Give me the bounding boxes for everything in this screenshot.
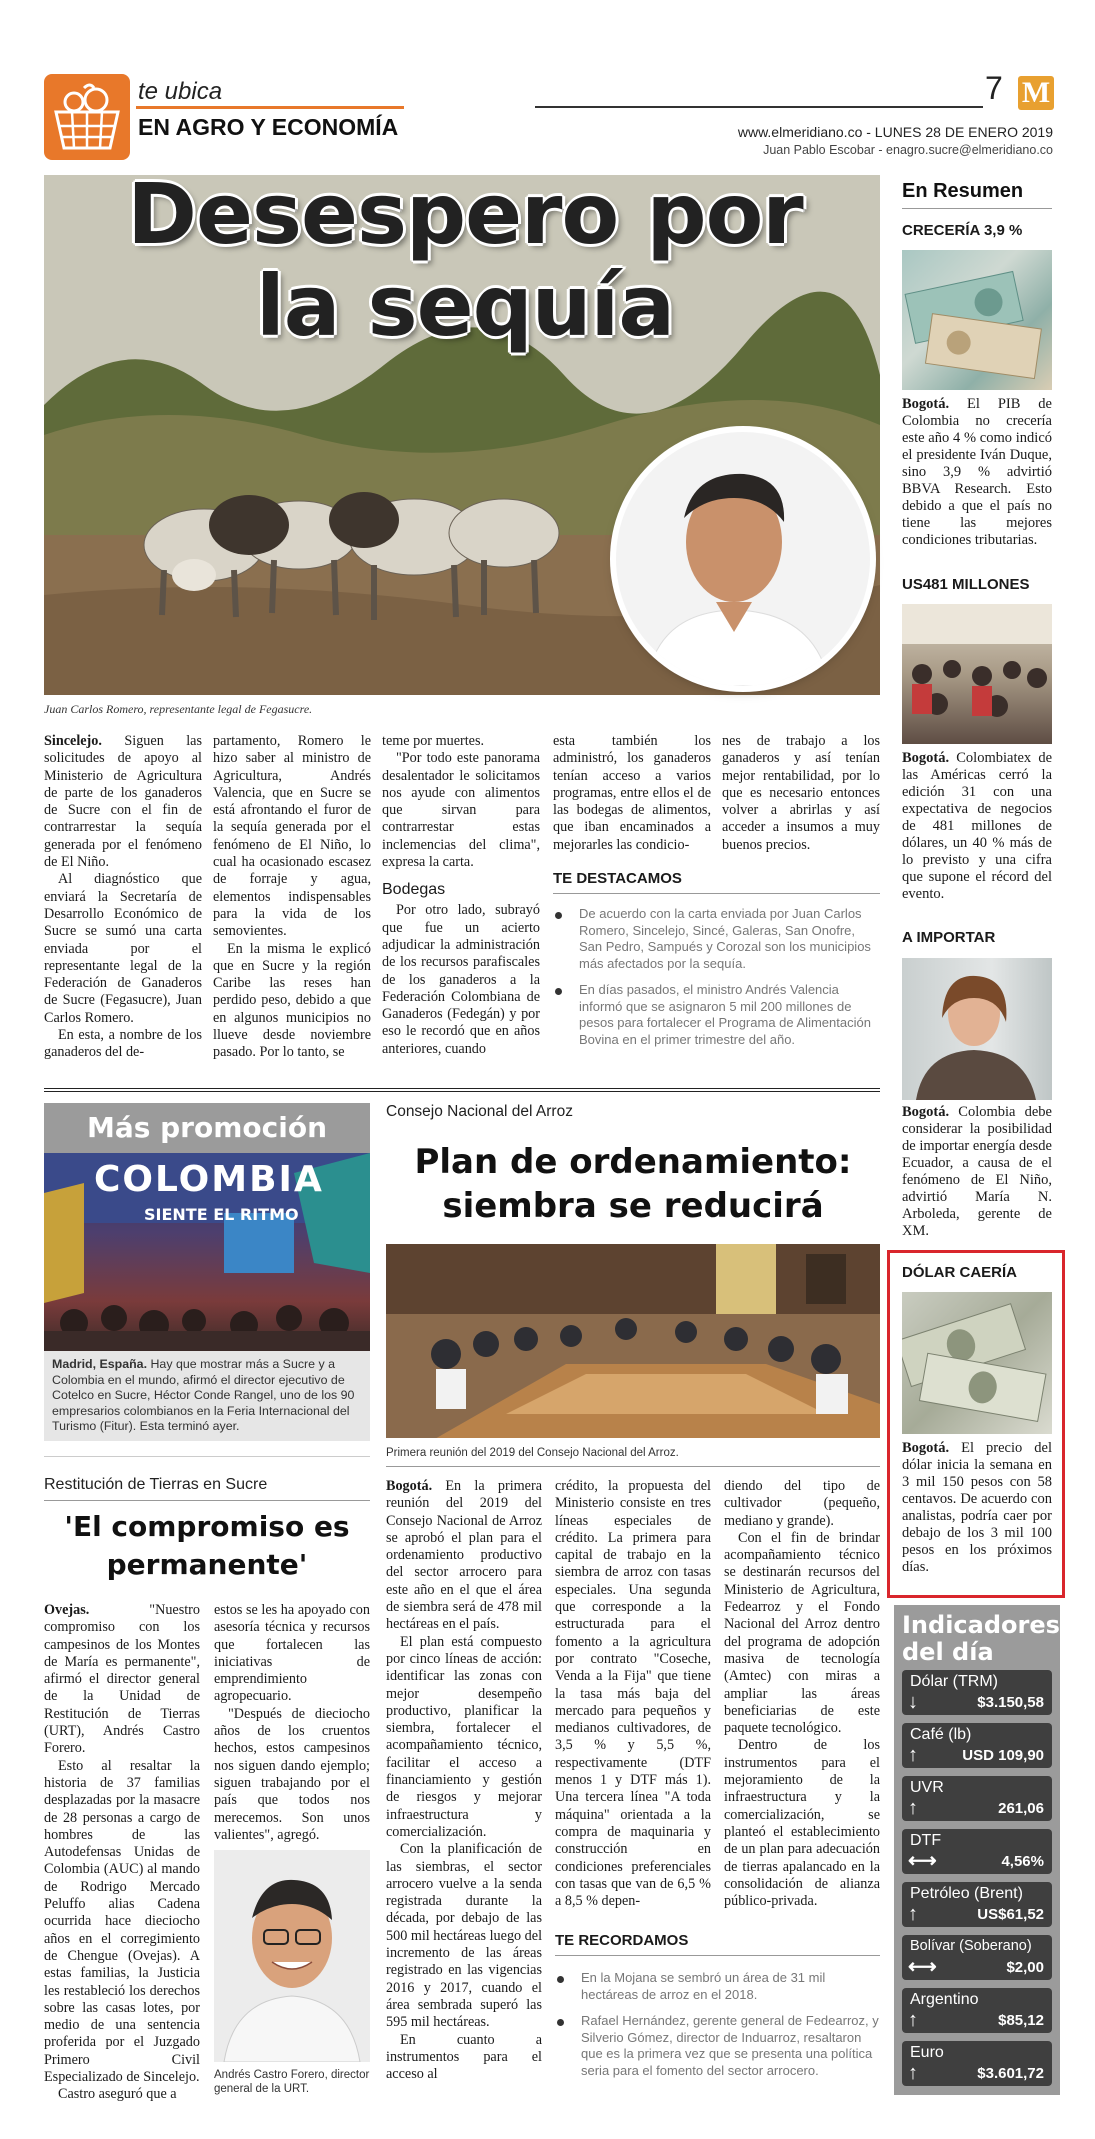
sidebar-head-importar: A IMPORTAR — [902, 929, 996, 946]
paragraph-text: El PIB de Colombia no crecería este año 4 % como indicó el presidente Iván Duque, sino 3,9 % advirtió BBVA Research. Esto debido a que el país no tiene las mejores condiciones tributarias. — [902, 396, 1052, 548]
sidebar-head-us481: US481 MILLONES — [902, 576, 1030, 593]
indicator-label: Bolívar (Soberano) — [910, 1938, 1032, 1954]
promo-caption-text: Hay que mostrar más a Sucre y a Colombia en el mundo, afirmó el director ejecutivo de Cotelco en Sucre, Héctor Conde Rangel, uno de los 90 empresarios colombianos en la Feria Internacional del Turismo (Fitur). Esta terminó ayer. — [52, 1357, 355, 1433]
main-col2-p2: En la misma le explicó que en Sucre y la región Caribe las reses han perdido peso, debido a que en algunos municipios no llueve desde noviembre pasado. Por lo tanto, se — [213, 940, 371, 1061]
recordamos-title: TE RECORDAMOS — [555, 1932, 880, 1956]
main-col1-p1 — [44, 733, 202, 871]
indicadores-title-line1: Indicadores — [902, 1611, 1060, 1639]
main-col5-p1: nes de trabajo a los ganaderos y así tenían mejor rentabilidad, por lo que es necesario entonces volver a abrirlas y así acceder a insumos a muy buenos precios. — [722, 733, 880, 853]
fitur-stand-photo — [44, 1153, 370, 1351]
indicator-label: Café (lb) — [910, 1726, 972, 1743]
promo-title-bar — [44, 1103, 370, 1153]
tierras-headline-line1: 'El compromiso es — [64, 1510, 350, 1543]
tierras-headline-line2: permanente' — [106, 1548, 308, 1581]
indicator-label: Dólar (TRM) — [910, 1673, 998, 1690]
dateline: Sincelejo. — [44, 733, 102, 749]
dollar-bills-icon — [902, 1292, 1052, 1434]
tierras-col1-p2: Esto al resaltar la historia de 37 familias desplazadas por la masacre de 28 personas a cargo de hombres de las Autodefensas Unidas de Colombia (AUC) al mando de Rodrigo Mercado Peluffo alias Cadena ocurrida hace dieciocho años en el corregimiento de Chengue (Ovejas). A estas familias, la Justicia les restableció los derechos sobre las casas lotes, por medio de una sentencia proferida por el Juzgado Primero Civil Especializado de Sincelejo. — [44, 1757, 200, 2086]
main-story-col5 — [722, 733, 880, 854]
stand-sign-ritmo: SIENTE EL RITMO — [144, 1205, 299, 1224]
paragraph-text: En la primera reunión del 2019 del Consejo Nacional de Arroz se aprobó el plan para el ordenamiento productivo del sector arrocero para este año en el que el área de siembra será de 478 mil hectáreas en el país. — [386, 1478, 542, 1633]
arroz-col3-p1: diendo del tipo de cultivador (pequeño, mediano y grande). — [724, 1478, 880, 1529]
indicator-bolivar — [902, 1935, 1052, 1980]
dateline: Bogotá. — [902, 396, 950, 412]
promo-caption — [44, 1351, 370, 1441]
sidebar-head-dolar: DÓLAR CAERÍA — [902, 1264, 1017, 1281]
arrow-both-icon: ⟷ — [908, 1850, 937, 1872]
arrow-up-icon: ↑ — [908, 2062, 918, 2084]
destacamos-list — [553, 906, 880, 1048]
header-rule — [535, 106, 983, 108]
paragraph-text: Colombiatex de las Américas cerró la edición 31 con una expectativa de negocios de 481 millones de dólares, un 40 % más de lo previsto y una cifra que supone el récord del evento. — [902, 750, 1052, 902]
main-col3-p1: teme por muertes. — [382, 733, 485, 749]
dateline: Bogotá. — [902, 1440, 950, 1456]
arboleda-photo — [902, 958, 1052, 1100]
tierras-kicker: Restitución de Tierras en Sucre — [44, 1476, 268, 1493]
basket-icon — [44, 74, 130, 160]
meeting-illustration — [386, 1244, 880, 1438]
main-headline-line1: Desespero por — [127, 165, 803, 263]
tierras-rule — [44, 1500, 370, 1501]
consejo-meeting-photo — [386, 1244, 880, 1438]
arroz-headline-line1: Plan de ordenamiento: — [414, 1142, 852, 1182]
indicator-label: Petróleo (Brent) — [910, 1885, 1023, 1902]
arroz-rule — [386, 1466, 880, 1467]
indicadores-title — [902, 1612, 1060, 1666]
arroz-col1-p2: El plan está compuesto por cinco líneas de acción: identificar las zonas con mejor desempeño productivo, planificar la siembra, fortalecer el acompañamiento técnico, facilitar el acceso a financiamiento y gestión de riesgos y mejorar infraestructura y comercialización. — [386, 1633, 542, 1840]
paragraph-text: "Nuestro compromiso con los campesinos de los Montes de María es permanente", afirmó el director general de la Unidad de Restitución de Tierras (URT), Andrés Castro Forero. — [44, 1602, 200, 1757]
indicator-cafe — [902, 1723, 1052, 1768]
indicator-value: $2,00 — [1006, 1959, 1044, 1976]
dateline: Bogotá. — [902, 1104, 950, 1120]
stand-sign-colombia: COLOMBIA — [94, 1159, 324, 1200]
arroz-kicker: Consejo Nacional del Arroz — [386, 1103, 573, 1120]
tierras-headline — [44, 1508, 370, 1584]
main-col1-p2: Al diagnóstico que enviará la Secretaría de Desarrollo Económico de Sucre se sumó una carta enviada por el representante legal de la Federación de Ganaderos de Sucre (Fegasucre), Juan Carlos Romero. — [44, 871, 202, 1026]
destacamos-title: TE DESTACAMOS — [553, 870, 880, 894]
arrow-up-icon: ↑ — [908, 1903, 918, 1925]
arrow-up-icon: ↑ — [908, 1744, 918, 1766]
indicator-uvr — [902, 1776, 1052, 1821]
author-line: Juan Pablo Escobar - enagro.sucre@elmeridiano.co — [763, 143, 1053, 157]
crowd-illustration — [902, 604, 1052, 744]
main-col4-p1: esta también los administró, los ganaderos tenían acceso a varios programas, entre ellos el de las bodegas de alimentos, que iban encaminados a mejorarles las condicio- — [553, 733, 711, 853]
arrow-up-icon: ↑ — [908, 2009, 918, 2031]
dateline: Bogotá. — [386, 1478, 433, 1494]
newspaper-logo — [1018, 76, 1054, 110]
promo-title: Más promoción — [86, 1111, 328, 1144]
main-headline — [50, 165, 880, 355]
arrow-up-icon: ↑ — [908, 1797, 918, 1819]
main-col3-p3: Por otro lado, subrayó que fue un acierto adjudicar la administración de los recursos parafiscales de los ganaderos a la Federación Colombiana de Ganaderos (Fedegán) y por eso le recordó que en años anteriores, cuando — [382, 902, 540, 1057]
tierras-col1 — [44, 1602, 200, 2104]
indicator-value: $85,12 — [998, 2012, 1044, 2029]
sidebar-text-importar — [902, 1104, 1052, 1240]
indicator-value: 4,56% — [1001, 1853, 1044, 1870]
arroz-col1-p1 — [386, 1478, 542, 1634]
indicator-value: US$61,52 — [977, 1906, 1044, 1923]
arrow-down-icon: ↓ — [908, 1691, 918, 1713]
dateline: Bogotá. — [902, 750, 950, 766]
indicator-value: $3.150,58 — [977, 1694, 1044, 1711]
indicator-argentino — [902, 1988, 1052, 2033]
arroz-col3-p2: Con el fin de brindar acompañamiento técnico se destinarán recursos del Ministerio de Agricultura, Fedearroz y el Fondo Nacional del Arroz dentro del programa de adopción masiva de tecnología (Amtec) con miras a ampliar las áreas beneficiarias de este paquete tecnológico. — [724, 1529, 880, 1737]
arroz-photo-caption: Primera reunión del 2019 del Consejo Nacional del Arroz. — [386, 1447, 679, 1459]
sidebar-title: En Resumen — [902, 180, 1024, 202]
colombiatex-photo — [902, 604, 1052, 744]
indicator-value: $3.601,72 — [977, 2065, 1044, 2082]
indicator-label: UVR — [910, 1779, 944, 1796]
tierras-col2 — [214, 1602, 370, 1844]
main-col3-p2: "Por todo este panorama desalentador le solicitamos nos ayude con alimentos que sirvan para contrarrestar estas inclemencias del clima", expresa la carta. — [382, 750, 540, 871]
section-small-label: te ubica — [138, 78, 223, 105]
main-story-col3 — [382, 733, 540, 1058]
arrow-both-icon: ⟷ — [908, 1956, 937, 1978]
main-story-col2 — [213, 733, 371, 1062]
arroz-col3-p3: Dentro de los instrumentos para el mejoramiento de la infraestructura y la comercialización, se planteó el establecimiento de un plan para adecuación de tierras apalancado en la consolidación de alianza público-privada. — [724, 1737, 880, 1910]
banknotes-icon — [902, 250, 1052, 390]
main-headline-line2: la sequía — [255, 257, 675, 355]
tierras-col1-p3: Castro aseguró que a — [58, 2086, 177, 2103]
dollar-bills-photo — [902, 1292, 1052, 1434]
tierras-col1-p1 — [44, 1602, 200, 1758]
tierras-top-rule — [44, 1456, 370, 1457]
man-glasses-portrait — [214, 1850, 370, 2062]
paragraph-text: Siguen las solicitudes de apoyo al Ministerio de Agricultura de parte de los ganaderos de Sucre con el fin de contrarrestar la sequía generada por el fenómeno de El Niño. — [44, 733, 202, 871]
money-photo-1 — [902, 250, 1052, 390]
section-title: EN AGRO Y ECONOMÍA — [138, 114, 399, 140]
indicator-label: Euro — [910, 2044, 944, 2061]
arroz-col2-p1: crédito, la propuesta del Ministerio consiste en tres líneas especiales de crédito. La primera para capital de trabajo en la siembra de arroz con tasas especiales. Una segunda que corresponde a la estructurada para el fomento a la agricultura por contrato "Coseche, Venda a la Fija" que tiene la tasa más baja del mercado para pequeños y medianos cultivadores, de 3,5 % y 5,5 %, respectivamente (DTF menos 1 y DTF más 1). Una tercera línea "A toda máquina" orientada a la compra de maquinaria y construcción en condiciones preferenciales con tasas que van de 6,5 % a 8,5 % depen- — [555, 1478, 711, 1910]
bodegas-subhead: Bodegas — [382, 881, 446, 899]
sidebar-text-us481 — [902, 750, 1052, 903]
site-date: www.elmeridiano.co - LUNES 28 DE ENERO 2019 — [737, 124, 1053, 140]
portrait-inset-romero — [616, 432, 870, 686]
section-logo — [44, 74, 130, 160]
paragraph-text: Colombia debe considerar la posibilidad de importar energía desde Ecuador, a causa de el fenómeno de El Niño, advirtió María N. Arboleda, gerente de XM. — [902, 1104, 1052, 1239]
arroz-col1 — [386, 1478, 542, 2083]
sidebar-rule — [902, 208, 1052, 209]
recordamos-box — [555, 1932, 880, 2089]
main-story-col4 — [553, 733, 711, 854]
recordamos-list — [555, 1970, 880, 2079]
indicator-label: DTF — [910, 1832, 942, 1849]
arroz-headline-line2: siembra se reducirá — [442, 1186, 824, 1226]
tierras-col2-p1: estos se les ha apoyado con asesoría técnica y recursos que fortalecen las iniciativas de emprendimiento agropecuario. — [214, 1602, 370, 1705]
arroz-col1-p4: En cuanto a instrumentos para el acceso al — [386, 2031, 542, 2083]
recordamos-item: En la Mojana se sembró un área de 31 mil hectáreas de arroz en el 2018. — [555, 1970, 880, 2003]
indicadores-title-line2: del día — [902, 1638, 994, 1666]
destacamos-item: De acuerdo con la carta enviada por Juan Carlos Romero, Sincelejo, Sincé, Galeras, San Onofre, San Pedro, Sampués y Corozal son los municipios más afectados por la sequía. — [553, 906, 880, 972]
logo-letter: M — [1021, 76, 1051, 109]
arroz-headline — [386, 1140, 880, 1228]
indicator-dolar — [902, 1670, 1052, 1715]
man-portrait-illustration — [616, 432, 870, 686]
main-story-col1 — [44, 733, 202, 1062]
recordamos-item: Rafael Hernández, gerente general de Fedearroz, y Silverio Gómez, director de Induarroz, resaltaron que es la primera vez que se presenta una política seria para el fomento del sector arrocero. — [555, 2013, 880, 2079]
sidebar-text-dolar — [902, 1440, 1052, 1576]
indicator-euro — [902, 2041, 1052, 2086]
main-photo-caption: Juan Carlos Romero, representante legal de Fegasucre. — [44, 702, 313, 716]
indicator-petroleo — [902, 1882, 1052, 1927]
page-number: 7 — [985, 70, 1003, 106]
main-col1-p3: En esta, a nombre de los ganaderos del de- — [44, 1027, 202, 1061]
castro-forero-photo — [214, 1850, 370, 2062]
destacamos-item: En días pasados, el ministro Andrés Valencia informó que se asignaron 5 mil 200 millones de pesos para fortalecer el Programa de Alimentación Bovina en el primer trimestre del año. — [553, 982, 880, 1048]
arroz-col1-p3: Con la planificación de las siembras, el sector arrocero vuelve a la senda registrada durante la década, por debajo de las 500 mil hectáreas luego del incremento de las áreas registrado en las vigencias 2016 y 2017, cuando el área sembrada superó las 595 mil hectáreas. — [386, 1841, 543, 2031]
paragraph-text: El precio del dólar inicia la semana en 3 mil 150 pesos con 58 centavos. De acuerdo con analistas, podría caer por debajo de los 3 mil 100 pesos en los próximos días. — [902, 1440, 1052, 1575]
tierras-col2-p2: "Después de dieciocho años de los cruentos hechos, estos campesinos nos siguen dando ejemplo; siguen trabajando por el país que todos nos merecemos. Son unos valientes", agregó. — [214, 1705, 370, 1843]
indicator-value: USD 109,90 — [962, 1747, 1044, 1764]
woman-portrait — [902, 958, 1052, 1100]
promo-caption-lead: Madrid, España. — [52, 1357, 148, 1371]
arroz-col3 — [724, 1478, 880, 1910]
sidebar-text-creceria — [902, 396, 1052, 549]
indicator-value: 261,06 — [998, 1800, 1044, 1817]
indicator-dtf — [902, 1829, 1052, 1874]
orange-rule — [136, 106, 404, 109]
section-divider — [44, 1088, 880, 1092]
destacamos-box — [553, 870, 880, 1058]
indicator-label: Argentino — [910, 1991, 979, 2008]
arroz-col2 — [555, 1478, 711, 1910]
sidebar-head-creceria: CRECERÍA 3,9 % — [902, 222, 1023, 239]
dateline: Ovejas. — [44, 1602, 90, 1618]
main-col2-p1: partamento, Romero le hizo saber al ministro de Agricultura, Andrés Valencia, que en Sucre se está afrontando el furor de la sequía generada por el fenómeno de El Niño, lo cual ha ocasionado escasez de forraje y agua, elementos indispensables para la vida de los semovientes. — [213, 733, 371, 940]
castro-photo-caption: Andrés Castro Forero, director general de la URT. — [214, 2069, 370, 2095]
promo-box — [44, 1103, 370, 1441]
